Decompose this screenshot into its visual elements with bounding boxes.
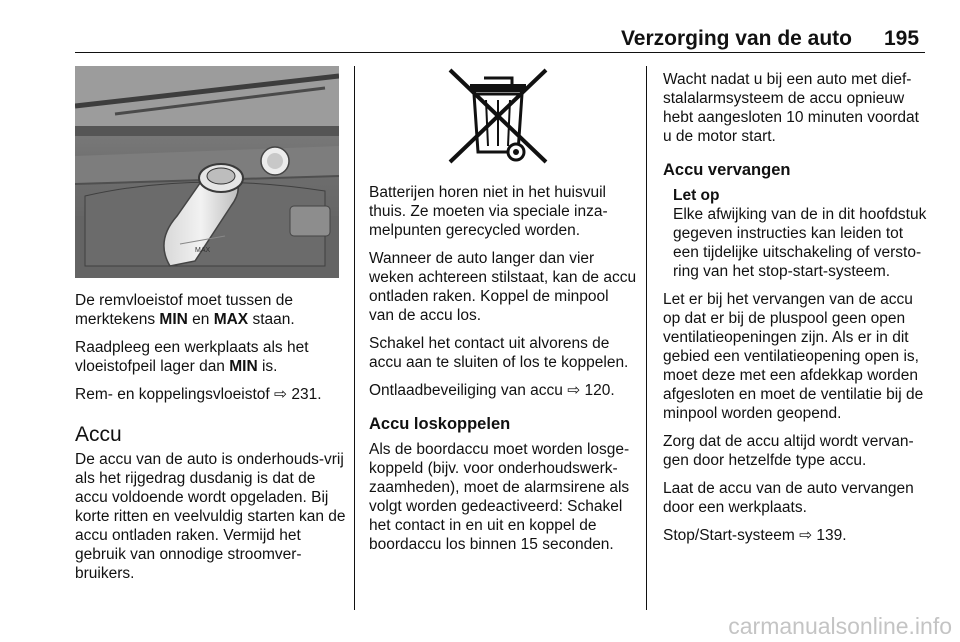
column-1 bbox=[75, 291, 347, 592]
paragraph-disconnect-procedure: Als de boordaccu moet worden losge-koppeld (bijv. voor onderhoudswerk-zaamheden), moet de alarmsirene als volgt worden gedeactiveerd: Schakel het contact in en uit en koppel de boordaccu los binnen 15 seconden. bbox=[369, 441, 630, 553]
heading-accu: Accu bbox=[75, 423, 122, 446]
header-rule bbox=[75, 52, 925, 53]
note-box bbox=[663, 186, 927, 281]
page-reference-link[interactable]: 231. bbox=[291, 386, 322, 403]
column-divider-left bbox=[354, 66, 355, 610]
heading-accu-vervangen: Accu vervangen bbox=[663, 161, 791, 179]
reservoir-max-label: MAX bbox=[195, 247, 211, 254]
paragraph-workshop-replace: Laat de accu van de auto vervangen door een werkplaats. bbox=[663, 480, 914, 516]
page-reference-icon: ⇨ bbox=[274, 386, 288, 403]
note-text: Elke afwijking van de in dit hoofdstuk gegeven instructies kan leiden tot een tijdelijke uitschakeling of versto-ring van het stop-start-systeem. bbox=[673, 206, 927, 280]
page-reference-icon: ⇨ bbox=[567, 382, 581, 399]
heading-accu-loskoppelen: Accu loskoppelen bbox=[369, 415, 511, 433]
paragraph-long-standstill: Wanneer de auto langer dan vier weken achtereen stilstaat, kan de accu ontladen raken. Koppel de minpool van de accu los. bbox=[369, 250, 637, 324]
page-reference-icon: ⇨ bbox=[799, 527, 813, 544]
column-2 bbox=[369, 183, 637, 563]
paragraph-stop-start-ref: Stop/Start-systeem ⇨ 139. bbox=[663, 527, 847, 544]
paragraph-ventilation: Let er bij het vervangen van de accu op dat er bij de pluspool geen open ventilatieopeningen zijn. Als er in dit gebied een ventilatieopening open is, moet deze met een afdekkap worden afgesloten en moet de ventilatie bij de minpool worden geopend. bbox=[663, 291, 924, 422]
paragraph-discharge-protection: Ontlaadbeveiliging van accu ⇨ 120. bbox=[369, 382, 615, 399]
column-divider-right bbox=[646, 66, 647, 610]
crossed-out-bin-icon bbox=[446, 66, 550, 166]
page-number: 195 bbox=[884, 27, 920, 50]
paragraph-battery-disposal: Batterijen horen niet in het huisvuil thuis. Ze moeten via speciale inza-melpunten gerecycled worden. bbox=[369, 184, 608, 239]
watermark: carmanualsonline.info bbox=[728, 613, 952, 639]
paragraph-switch-off-ignition: Schakel het contact uit alvorens de accu aan te sluiten of los te koppelen. bbox=[369, 335, 629, 371]
paragraph-brake-fluid-level: De remvloeistof moet tussen de merktekens MIN en MAX staan. bbox=[75, 292, 295, 328]
paragraph-consult-workshop: Raadpleeg een werkplaats als het vloeistofpeil lager dan MIN is. bbox=[75, 339, 309, 375]
note-title: Let op bbox=[673, 187, 720, 204]
paragraph-brake-clutch-ref: Rem- en koppelingsvloeistof ⇨ 231. bbox=[75, 386, 322, 403]
page-reference-link[interactable]: 120. bbox=[584, 382, 615, 399]
page-header-title: Verzorging van de auto bbox=[620, 27, 852, 50]
paragraph-same-type: Zorg dat de accu altijd wordt vervan-gen door hetzelfde type accu. bbox=[663, 433, 914, 469]
brake-fluid-reservoir-photo bbox=[75, 66, 339, 278]
column-3 bbox=[663, 70, 927, 554]
page-reference-link[interactable]: 139. bbox=[816, 527, 847, 544]
paragraph-accu-intro: De accu van de auto is onderhouds-vrij als het rijgedrag dusdanig is dat de accu voldoende wordt opgeladen. Bij korte ritten en veelvuldig starten kan de accu ontladen raken. Vermijd het gebruik van onnodige stroomver-bruikers. bbox=[75, 451, 346, 582]
paragraph-alarm-wait: Wacht nadat u bij een auto met dief-stalalarmsysteem de accu opnieuw hebt aangesloten 10 minuten voordat u de motor start. bbox=[663, 71, 919, 145]
